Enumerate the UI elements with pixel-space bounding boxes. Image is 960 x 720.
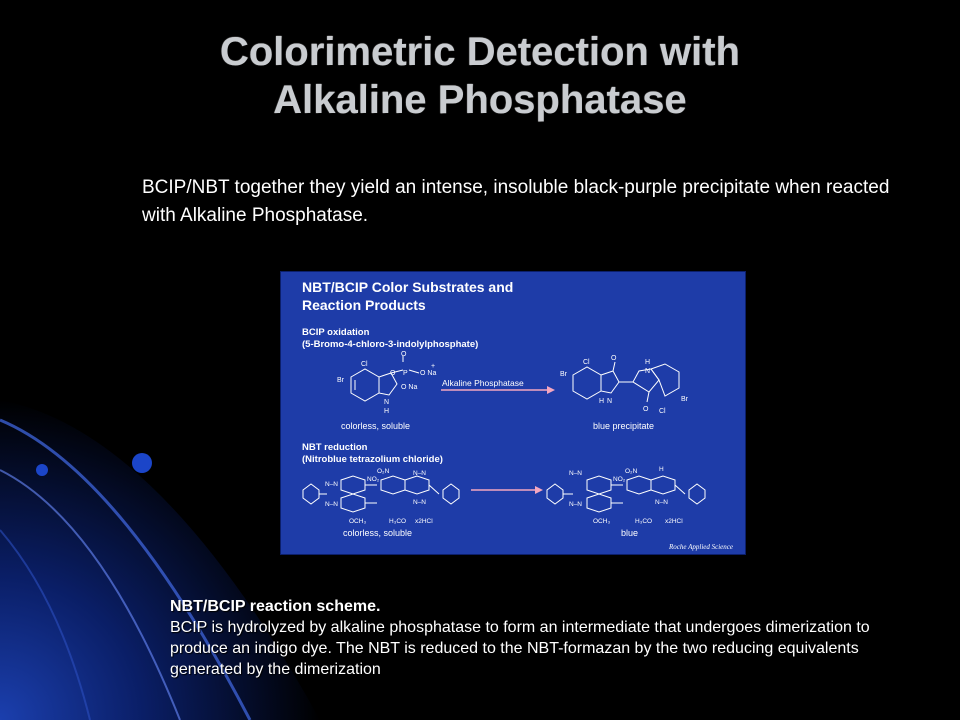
figure-credit: Roche Applied Science: [668, 543, 733, 551]
bcip-h: H: [384, 408, 390, 415]
figure-caption: [170, 596, 930, 680]
nbt-no2: NO₂: [367, 476, 380, 483]
nbt-arrow-head: [535, 486, 543, 494]
indigo-cl-2: Cl: [659, 408, 666, 415]
indigo-h-2: H: [645, 359, 651, 366]
nbt-title: NBT reduction: [302, 442, 368, 453]
bcip-left-label: colorless, soluble: [341, 421, 411, 431]
bcip-subtitle: (5-Bromo-4-chloro-3-indolylphosphate): [302, 339, 479, 350]
bcip-right-label: blue precipitate: [593, 421, 655, 431]
reaction-figure: [280, 271, 746, 555]
caption-body: BCIP is hydrolyzed by alkaline phosphatase to form an intermediate that undergoes dimerization to produce an indigo dye. The NBT is reduced to the NBT-formazan by the two reducing equivalents generated by the dimerization: [170, 619, 870, 678]
formazan-x2hcl: x2HCl: [665, 518, 683, 525]
formazan-h-1: H: [659, 466, 664, 473]
indigo-n-1: N: [607, 398, 613, 405]
formazan-no2: NO₂: [613, 476, 626, 483]
intro-text: BCIP/NBT together they yield an intense, insoluble black-purple precipitate when reacted with Alkaline Phosphatase.: [142, 177, 890, 226]
slide-title-line1: Colorimetric Detection with: [219, 30, 741, 74]
bcip-cl: Cl: [361, 361, 368, 368]
formazan-nn-1: N–N: [569, 470, 583, 477]
bcip-ona-2: O Na: [401, 384, 418, 391]
formazan-nn-2: N–N: [569, 501, 583, 508]
enzyme-label: Alkaline Phosphatase: [442, 378, 524, 388]
nbt-nn-4: N–N: [413, 499, 427, 506]
formazan-h3co: H₃CO: [635, 518, 653, 525]
nbt-right-label: blue: [621, 528, 639, 538]
nbt-nn-1: N–N: [325, 481, 339, 488]
indigo-o-2: O: [643, 406, 649, 413]
indigo-h-1: H: [599, 398, 605, 405]
slide-title-line2: Alkaline Phosphatase: [273, 78, 687, 122]
caption-title: NBT/BCIP reaction scheme.: [170, 598, 381, 615]
bcip-o: O: [390, 370, 396, 377]
enzyme-arrow-head: [547, 386, 555, 394]
nbt-subtitle: (Nitroblue tetrazolium chloride): [302, 454, 443, 465]
nbt-x2hcl: x2HCl: [415, 518, 433, 525]
indigo-o-1: O: [611, 355, 617, 362]
nbt-o2n: O₂N: [377, 468, 390, 475]
bcip-ona-1: O Na: [420, 370, 437, 377]
slide-title: [0, 28, 960, 124]
indigo-br-1: Br: [560, 371, 567, 378]
nbt-left-label: colorless, soluble: [343, 528, 413, 538]
indigo-structure: [573, 362, 679, 402]
bcip-br: Br: [337, 377, 344, 384]
nbt-nn-2: N–N: [325, 501, 339, 508]
bcip-o-top: O: [401, 351, 407, 358]
figure-heading-line1: NBT/BCIP Color Substrates and: [302, 279, 514, 295]
formazan-nn-3: N–N: [655, 499, 669, 506]
bcip-title: BCIP oxidation: [302, 327, 370, 338]
indigo-br-2: Br: [681, 396, 688, 403]
nbt-h3co: H₃CO: [389, 518, 407, 525]
indigo-n-2: N: [645, 368, 651, 375]
nbt-och3: OCH₃: [349, 518, 367, 525]
formazan-o2n: O₂N: [625, 468, 638, 475]
nbt-nn-3: N–N: [413, 470, 427, 477]
bcip-plus: +: [431, 363, 436, 370]
bcip-p: P: [403, 370, 408, 377]
indigo-cl-1: Cl: [583, 359, 590, 366]
figure-heading-line2: Reaction Products: [302, 297, 426, 313]
bcip-n: N: [384, 399, 390, 406]
formazan-och3: OCH₃: [593, 518, 611, 525]
